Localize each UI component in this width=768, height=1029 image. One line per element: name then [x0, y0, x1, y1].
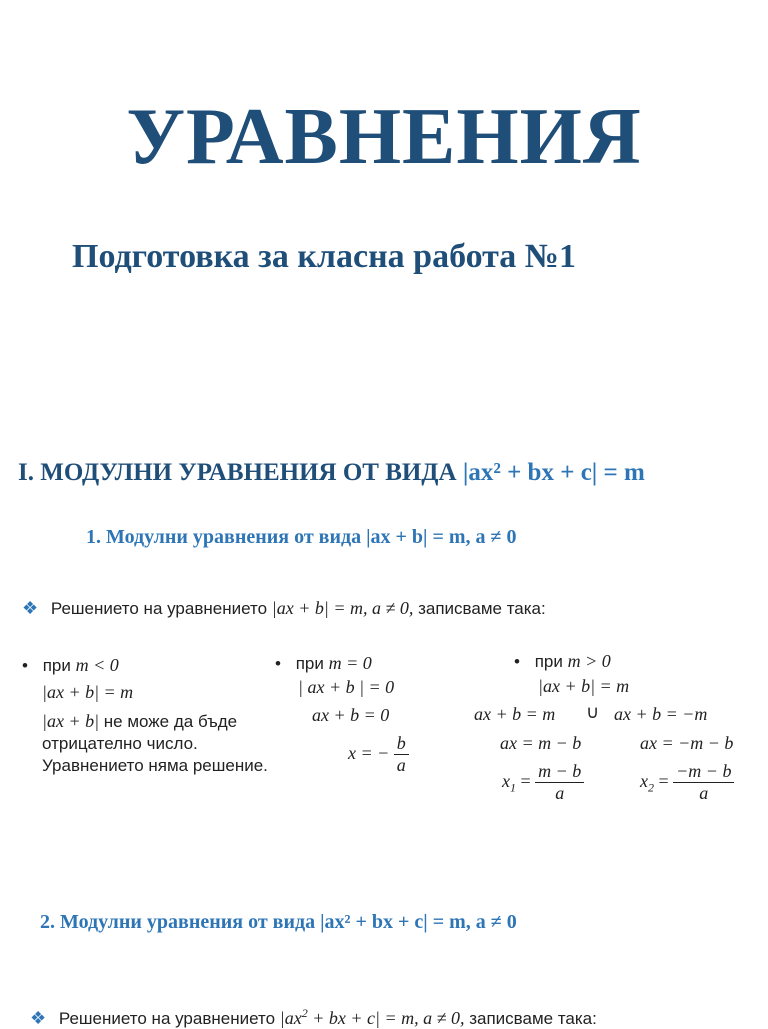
lead-text-after: записваме така: [469, 1009, 597, 1028]
root-index: 1 [510, 780, 516, 795]
section-heading [18, 459, 645, 487]
section-heading-formula: |ax² + bx + c| = m [462, 459, 645, 486]
lead-statement-1 [22, 598, 546, 619]
equals-sign: = [520, 770, 531, 791]
equals-sign: = [658, 770, 669, 791]
explanation-line-2: отрицателно число. [42, 734, 198, 754]
union-symbol: ∪ [586, 702, 600, 722]
root-1-fraction [535, 762, 584, 803]
fraction-numerator: m − b [535, 762, 584, 783]
explanation-line-1: не може да бъде [103, 712, 238, 731]
root-label: x [502, 770, 510, 791]
case-zero-solution [348, 734, 409, 775]
formula-part-b: + bx + c| = m, a ≠ 0, [307, 1008, 465, 1028]
page-title: УРАВНЕНИЯ [126, 93, 642, 181]
page-subtitle: Подготовка за класна работа №1 [72, 238, 576, 275]
fraction-denominator: a [699, 782, 709, 803]
lead-formula [280, 1008, 465, 1028]
case-zero-step: ax + b = 0 [312, 705, 390, 725]
case-condition: m > 0 [567, 651, 611, 671]
fraction-denominator: a [396, 754, 406, 775]
root-2-fraction [673, 762, 734, 803]
explanation-formula: |ax + b| [42, 711, 100, 731]
case-positive-branch-left: ax + b = m [474, 704, 556, 724]
case-positive-step-right: ax = −m − b [640, 733, 734, 753]
case-positive-equation: |ax + b| = m [538, 676, 630, 696]
bullet-icon: • [22, 656, 28, 675]
case-negative-explanation [42, 710, 268, 778]
lead-statement-2 [30, 1006, 597, 1029]
case-word: при [42, 656, 71, 675]
case-condition: m < 0 [75, 655, 119, 675]
formula-part-a: |ax [279, 1008, 302, 1028]
diamond-cluster-icon: ❖ [30, 1008, 47, 1028]
case-zero-equation: | ax + b | = 0 [298, 677, 395, 697]
case-zero-condition [275, 652, 372, 675]
fraction-numerator: −m − b [673, 762, 734, 783]
root-index: 2 [648, 780, 654, 795]
case-negative-equation: |ax + b| = m [42, 682, 134, 702]
case-positive-root-1 [502, 762, 584, 803]
case-negative-condition [22, 654, 119, 677]
fraction-denominator: a [555, 782, 565, 803]
lead-formula: |ax + b| = m, a ≠ 0, [271, 598, 414, 618]
lead-text-after: записваме така: [418, 599, 546, 618]
case-condition: m = 0 [328, 653, 372, 673]
fraction-numerator: b [394, 734, 409, 755]
case-word: при [534, 652, 563, 671]
case-positive-root-2 [640, 762, 734, 803]
bullet-icon: • [275, 654, 281, 673]
bullet-icon: • [514, 652, 520, 671]
root-label: x [640, 770, 648, 791]
diamond-cluster-icon: ❖ [22, 598, 39, 618]
subsection-heading-1: 1. Модулни уравнения от вида |ax + b| = m, a ≠ 0 [86, 526, 517, 548]
formula-exponent: 2 [301, 1006, 308, 1020]
solution-left: x = − [348, 742, 390, 763]
case-positive-condition [514, 650, 611, 673]
section-heading-text: I. МОДУЛНИ УРАВНЕНИЯ ОТ ВИДА [18, 459, 457, 486]
solution-fraction [394, 734, 409, 775]
subsection-heading-2: 2. Модулни уравнения от вида |ax² + bx + c| = m, a ≠ 0 [40, 911, 517, 933]
lead-text-before: Решението на уравнението [58, 1009, 276, 1028]
case-word: при [295, 654, 324, 673]
lead-text-before: Решението на уравнението [50, 599, 268, 618]
case-positive-branch-right: ax + b = −m [614, 704, 708, 724]
explanation-line-3: Уравнението няма решение. [42, 756, 268, 776]
case-positive-step-left: ax = m − b [500, 733, 582, 753]
